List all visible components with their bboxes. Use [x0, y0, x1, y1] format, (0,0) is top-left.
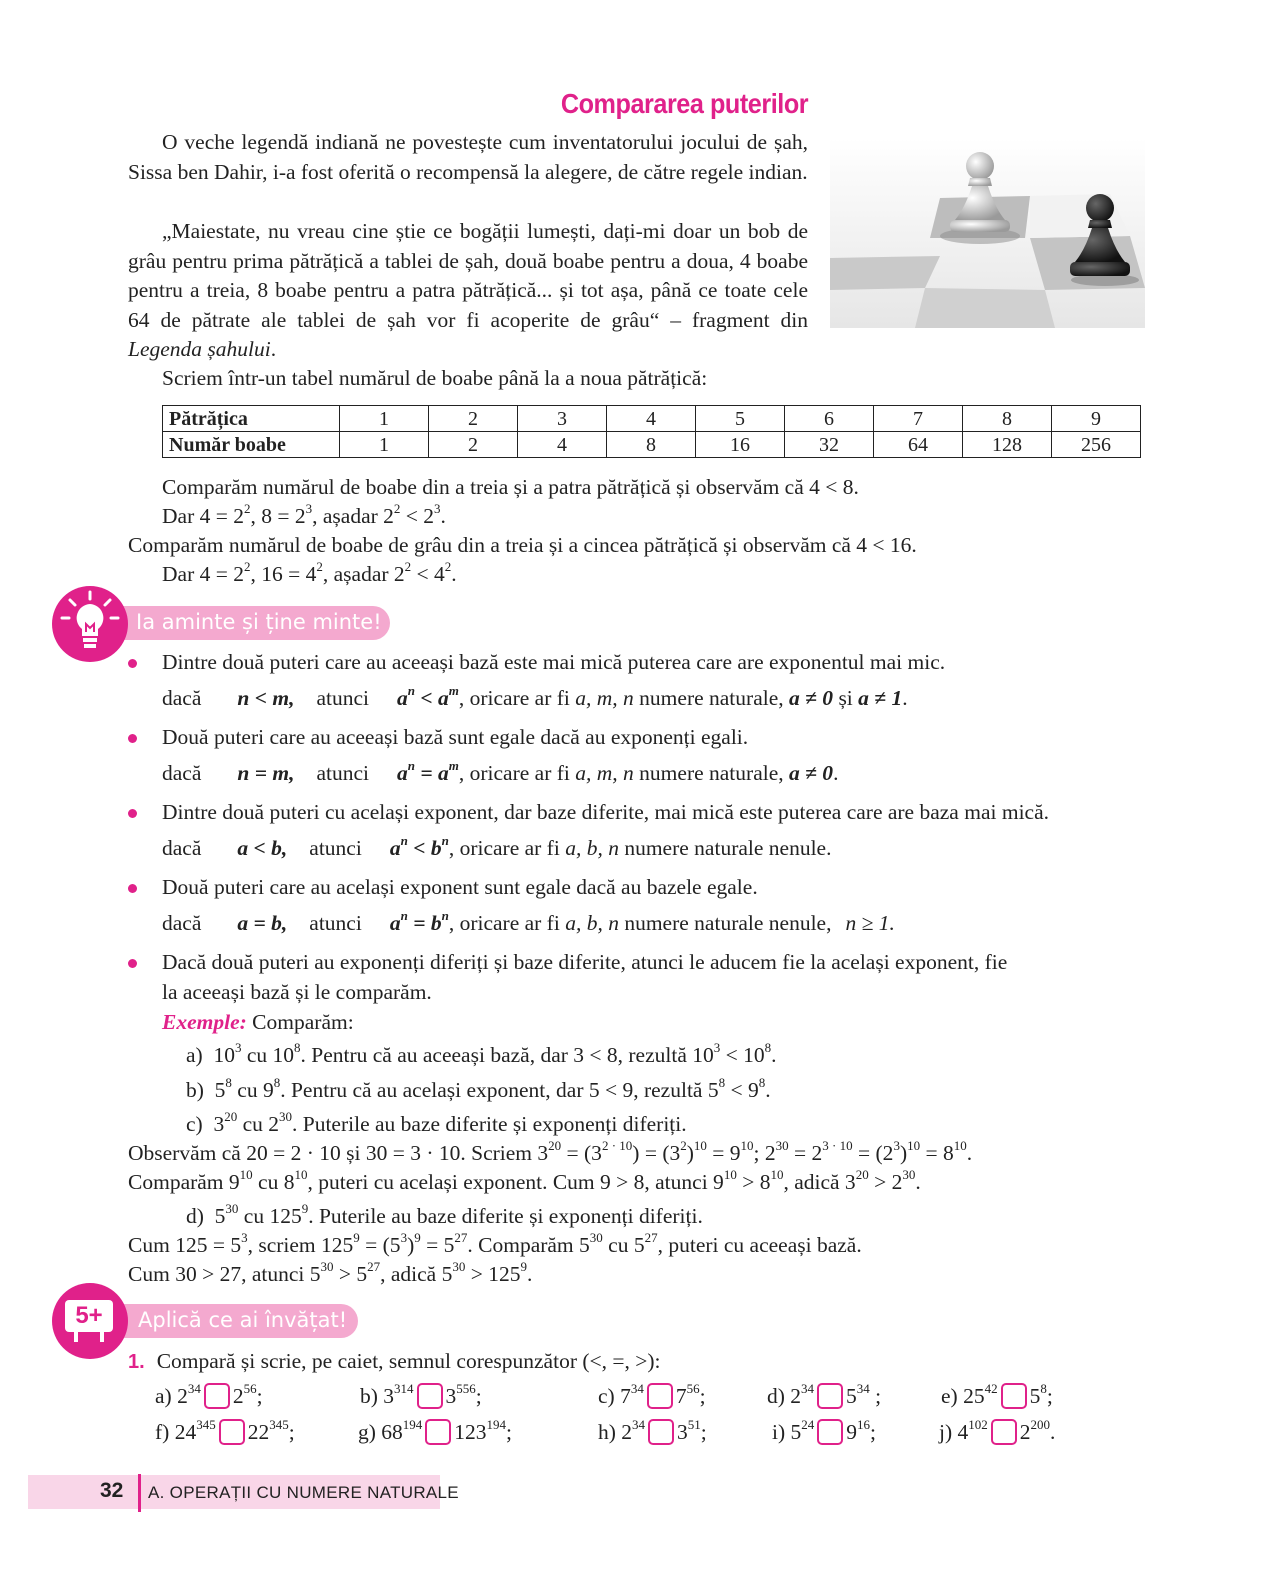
apply-banner: [100, 1304, 358, 1338]
rule-3-formula: dacă a < b, atunci $a^n < b^n$, oricare ar fi a, b, n numere naturale nenule.: [162, 832, 832, 860]
answer-box[interactable]: [417, 1383, 443, 1409]
answer-box[interactable]: [817, 1419, 843, 1445]
grains-table: [162, 405, 1141, 458]
exercise-item-h: h) $2^{34}$ $3^{51}$;: [598, 1416, 707, 1444]
answer-box[interactable]: [1001, 1383, 1027, 1409]
answer-box[interactable]: [648, 1419, 674, 1445]
rule-4-formula: dacă a = b, atunci $a^n = b^n$, oricare ar fi a, b, n numere naturale nenule, n ≥ 1.: [162, 907, 895, 935]
table-cell: 256: [1052, 432, 1141, 458]
table-row-label: Număr boabe: [163, 432, 340, 458]
table-cell: 4: [518, 432, 607, 458]
table-cell: 16: [696, 432, 785, 458]
table-cell: 6: [785, 406, 874, 432]
table-row: [163, 406, 1141, 432]
comparison-line-4: Dar $4 = 2^2$, $16 = 4^2$, așadar $2^2 < 4^2$.: [162, 558, 457, 586]
exercise-item-f: f) $24^{345}$ $22^{345}$;: [155, 1416, 295, 1444]
exercise-item-i: i) $5^{24}$ $9^{16}$;: [772, 1416, 876, 1444]
exercise-item-g: g) $68^{194}$ $123^{194}$;: [358, 1416, 513, 1444]
page-title: Compararea puterilor: [560, 88, 809, 119]
exercise-item-j: j) $4^{102}$ $2^{200}$.: [939, 1416, 1056, 1444]
exercise-item-b: b) $3^{314}$ $3^{556}$;: [360, 1380, 482, 1408]
rule-1-formula: dacă n < m, atunci $a^n < a^m$, oricare ar fi a, m, n numere naturale, a ≠ 0 și a ≠ 1.: [162, 682, 908, 710]
page-number: 32: [100, 1479, 124, 1502]
bullet-icon: [128, 809, 137, 818]
table-cell: 32: [785, 432, 874, 458]
exercise-item-c: c) $7^{34}$ $7^{56}$;: [598, 1380, 706, 1408]
chess-pawns-image: [830, 138, 1145, 328]
remember-banner: [100, 606, 390, 640]
apply-banner-label: Aplică ce ai învățat!: [138, 1308, 348, 1332]
example-b: b) $5^8$ cu $9^8$. Pentru că au același exponent, dar 5 < 9, rezultă $5^8 < 9^8$.: [186, 1074, 771, 1102]
table-cell: 4: [607, 406, 696, 432]
table-cell: 1: [340, 406, 429, 432]
intro-paragraph-3: Scriem într-un tabel numărul de boabe până la a noua pătrățică:: [162, 366, 708, 390]
table-cell: 8: [963, 406, 1052, 432]
table-cell: 1: [340, 432, 429, 458]
rule-3-text: Dintre două puteri cu același exponent, dar baze diferite, mai mică este puterea care are baza mai mică.: [162, 800, 1050, 824]
example-d-line-2: Cum 30 > 27, atunci $5^{30} > 5^{27}$, adică $5^{30} > 125^9$.: [128, 1258, 533, 1286]
rule-2-formula: dacă n = m, atunci $a^n = a^m$, oricare ar fi a, m, n numere naturale, a ≠ 0.: [162, 757, 839, 785]
exercise-1: 1. Compară și scrie, pe caiet, semnul corespunzător (<, =, >):: [128, 1349, 661, 1373]
rule-2-text: Două puteri care au aceeași bază sunt egale dacă au exponenți egali.: [162, 725, 749, 749]
answer-box[interactable]: [817, 1383, 843, 1409]
footer-divider: [138, 1474, 141, 1512]
bullet-icon: [128, 659, 137, 668]
answer-box[interactable]: [204, 1383, 230, 1409]
example-c-line-1: Observăm că 20 = 2 · 10 și 30 = 3 · 10. Scriem $3^{20} = (3^{2 \cdot 10}) = (3^2)^{10} = 9^{10}$; $2^{30} = 2^{3 \cdot 10} = (2^3)^{10} = 8^{10}$.: [128, 1137, 973, 1165]
table-cell: 7: [874, 406, 963, 432]
rule-4-text: Două puteri care au același exponent sunt egale dacă au bazele egale.: [162, 875, 758, 899]
bullet-icon: [128, 884, 137, 893]
table-cell: 9: [1052, 406, 1141, 432]
rule-5-text: Dacă două puteri au exponenți diferiți și baze diferite, atunci le aducem fie la același exponent, fie: [162, 950, 1008, 974]
board-icon: [52, 1283, 128, 1359]
table-row-label: Pătrățica: [163, 406, 340, 432]
comparison-line-2: Dar $4 = 2^2$, $8 = 2^3$, așadar $2^2 < 2^3$.: [162, 500, 446, 528]
bullet-icon: [128, 734, 137, 743]
board-icon-label: 5+: [75, 1302, 103, 1329]
comparison-line-1: Comparăm numărul de boabe din a treia și a patra pătrățică și observăm că 4 < 8.: [162, 475, 859, 499]
table-row: [163, 432, 1141, 458]
answer-box[interactable]: [425, 1419, 451, 1445]
exercise-item-a: a) $2^{34}$ $2^{56}$;: [155, 1380, 263, 1408]
answer-box[interactable]: [647, 1383, 673, 1409]
exercise-item-e: e) $25^{42}$ $5^8$;: [941, 1380, 1053, 1408]
example-d-line-1: Cum $125 = 5^3$, scriem $125^9 = (5^3)^9 = 5^{27}$. Comparăm $5^{30}$ cu $5^{27}$, puteri cu aceeași bază.: [128, 1229, 862, 1257]
answer-box[interactable]: [219, 1419, 245, 1445]
exercise-item-d: d) $2^{34}$ $5^{34}$ ;: [767, 1380, 882, 1408]
lightbulb-icon: [52, 586, 128, 662]
table-cell: 2: [429, 406, 518, 432]
examples-heading: Exemple: Comparăm:: [162, 1010, 354, 1034]
table-cell: 2: [429, 432, 518, 458]
bullet-icon: [128, 959, 137, 968]
intro-paragraph-2: „Maiestate, nu vreau cine știe ce bogății lumești, dați-mi doar un bob de grâu pentru prima pătrățică a tablei de șah, două boabe pentru a doua, 4 boabe pentru a treia, 8 boabe pentru a patra pătrățică... și tot așa, până ce toate cele 64 de pătrate ale tablei de șah vor fi acoperite de grâu“ – fragment din Legenda șahului.: [128, 219, 808, 361]
rule-5-text-2: la aceeași bază și le comparăm.: [162, 980, 432, 1004]
intro-paragraph-1: O veche legendă indiană ne povestește cum inventatorului jocului de șah, Sissa ben Dahir, i-a fost oferită o recompensă la alegere, de către regele indian.: [128, 130, 808, 184]
example-c: c) $3^{20}$ cu $2^{30}$. Puterile au baze diferite și exponenți diferiți.: [186, 1108, 687, 1136]
table-cell: 3: [518, 406, 607, 432]
table-cell: 8: [607, 432, 696, 458]
table-cell: 128: [963, 432, 1052, 458]
answer-box[interactable]: [991, 1419, 1017, 1445]
chapter-title: A. OPERAȚII CU NUMERE NATURALE: [148, 1483, 459, 1502]
example-c-line-2: Comparăm $9^{10}$ cu $8^{10}$, puteri cu același exponent. Cum 9 > 8, atunci $9^{10} > 8^{10}$, adică $3^{20} > 2^{30}$.: [128, 1166, 921, 1194]
table-cell: 64: [874, 432, 963, 458]
comparison-line-3: Comparăm numărul de boabe de grâu din a treia și a cincea pătrățică și observăm că 4 < 16.: [128, 533, 917, 557]
example-a: a) $10^3$ cu $10^8$. Pentru că au aceeași bază, dar 3 < 8, rezultă $10^3 < 10^8$.: [186, 1039, 777, 1067]
example-d: d) $5^{30}$ cu $125^9$. Puterile au baze diferite și exponenți diferiți.: [186, 1200, 703, 1228]
remember-banner-label: Ia aminte și ține minte!: [136, 610, 382, 634]
table-cell: 5: [696, 406, 785, 432]
rule-1-text: Dintre două puteri care au aceeași bază este mai mică puterea care are exponentul mai mic.: [162, 650, 946, 674]
